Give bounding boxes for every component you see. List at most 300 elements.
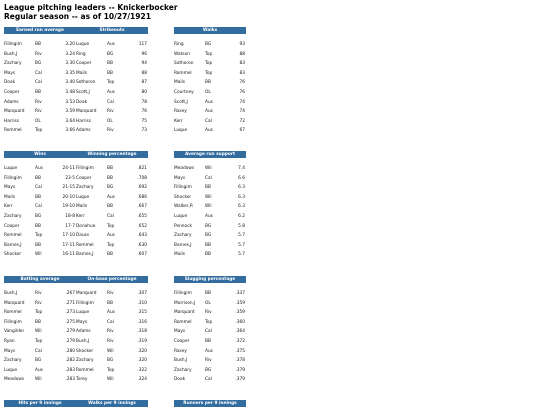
team-code: BB [107, 300, 113, 306]
stat-value: 76 [239, 80, 245, 86]
stat-value: 17-10 [62, 233, 75, 239]
panel-header: Batting average [4, 276, 76, 283]
stat-value: .273 [65, 310, 75, 316]
team-code: Riv [35, 51, 42, 57]
stat-value: 6.2 [238, 213, 245, 219]
stat-value: .316 [137, 319, 147, 325]
player-name: Mails [76, 204, 87, 210]
team-code: Wil [107, 348, 114, 354]
player-name: Doak [4, 80, 16, 86]
stat-value: .655 [137, 213, 147, 219]
team-code: Aus [107, 194, 115, 200]
player-name: Luque [76, 42, 90, 47]
team-code: Top [205, 61, 213, 67]
stat-value: 80 [141, 89, 147, 95]
player-name: Pennock [174, 223, 193, 229]
panel-header: Strikeouts [76, 27, 148, 34]
panel-rows [76, 289, 148, 385]
stat-value: .372 [235, 338, 245, 344]
stat-value: 21-15 [62, 185, 75, 191]
table-row [4, 212, 76, 222]
table-row [174, 183, 246, 193]
team-code: Cal [205, 118, 212, 124]
stat-value: .318 [137, 329, 147, 335]
page-title [4, 3, 178, 21]
player-name: Barnes,J [76, 252, 94, 258]
table-row [76, 231, 148, 241]
stat-value: 3.35 [65, 70, 75, 76]
team-code: BG [35, 358, 42, 364]
team-code: Riv [107, 329, 114, 335]
leader-panel-earned-run-average [4, 27, 76, 136]
player-name: Bush,J [174, 358, 188, 364]
team-code: BB [205, 185, 211, 191]
table-row [174, 78, 246, 88]
table-row [4, 69, 76, 79]
team-code: BG [205, 233, 212, 239]
stat-value: 5.7 [238, 252, 245, 258]
leader-panel-average-run-support [174, 151, 246, 260]
team-code: BB [35, 42, 41, 47]
stat-value: 17-11 [62, 242, 75, 248]
stat-value: 5.8 [238, 223, 245, 229]
table-row [174, 250, 246, 260]
table-row [76, 174, 148, 184]
player-name: Mays [76, 319, 88, 325]
panel-header: Slugging percentage [174, 276, 246, 283]
team-code: Riv [35, 300, 42, 306]
stat-value: 88 [239, 51, 245, 57]
player-name: Luque [76, 194, 90, 200]
player-name: Rommel [4, 128, 22, 134]
table-row [174, 193, 246, 203]
panel-rows [174, 289, 246, 385]
table-row [4, 98, 76, 108]
player-name: Mails [174, 80, 185, 86]
team-code: Aus [107, 42, 115, 47]
panel-rows [174, 40, 246, 136]
stat-value: 20-10 [62, 194, 75, 200]
player-name: Mays [174, 329, 186, 335]
player-name: Fillingim [4, 42, 22, 47]
team-code: BB [35, 175, 41, 181]
team-code: BB [107, 70, 113, 76]
team-code: Aus [35, 367, 43, 373]
team-code: OL [35, 118, 41, 124]
stat-value: .320 [137, 358, 147, 364]
stat-value: .310 [137, 300, 147, 306]
player-name: Meadows [174, 166, 195, 171]
team-code: Top [35, 310, 43, 316]
team-code: BB [205, 338, 211, 344]
table-row [76, 366, 148, 376]
stat-value: 72 [239, 118, 245, 124]
team-code: BB [205, 80, 211, 86]
team-code: Aus [35, 166, 43, 171]
team-code: BG [205, 42, 212, 47]
leader-panel-wins [4, 151, 76, 260]
stat-value: .322 [137, 367, 147, 373]
player-name: Marquard [76, 109, 97, 115]
table-row [4, 50, 76, 60]
team-code: Wil [107, 377, 114, 383]
player-name: Mays [4, 185, 16, 191]
player-name: Luque [76, 310, 90, 316]
table-row [174, 318, 246, 328]
player-name: Sothoron [174, 61, 194, 67]
table-row [4, 88, 76, 98]
player-name: Scott,J [76, 89, 90, 95]
player-name: Fillingim [4, 175, 22, 181]
team-code: Aus [107, 89, 115, 95]
panel-rows [4, 40, 76, 136]
stat-value: 7.4 [238, 166, 245, 171]
table-row [76, 250, 148, 260]
player-name: Zachary [76, 358, 94, 364]
panel-header: Average run support [174, 151, 246, 158]
stat-value: .279 [65, 338, 75, 344]
table-row [174, 231, 246, 241]
team-code: Riv [35, 291, 42, 296]
player-name: Zachary [4, 213, 22, 219]
team-code: Cal [35, 204, 42, 210]
team-code: Cal [35, 185, 42, 191]
player-name: Zachary [174, 367, 192, 373]
stat-value: 19-10 [62, 204, 75, 210]
player-name: Roxey [174, 109, 187, 115]
player-name: Fillingim [174, 185, 192, 191]
stat-value: .279 [65, 329, 75, 335]
team-code: Top [35, 128, 43, 134]
stat-value: .307 [137, 291, 147, 296]
stat-value: 3.53 [65, 99, 75, 105]
stat-value: .319 [137, 338, 147, 344]
player-name: Harriss [76, 118, 91, 124]
stat-value: .692 [137, 185, 147, 191]
team-code: Riv [35, 109, 42, 115]
leader-panel-hits-per-9-innings [4, 400, 76, 413]
table-row [174, 164, 246, 174]
team-code: Cal [107, 213, 114, 219]
stat-value: 5.7 [238, 242, 245, 248]
team-code: BB [107, 166, 113, 171]
player-name: Shocker [76, 348, 94, 354]
team-code: Riv [107, 291, 114, 296]
table-row [76, 222, 148, 232]
player-name: Ring [174, 42, 184, 47]
table-row [174, 202, 246, 212]
player-name: Morrison,J [174, 300, 196, 306]
team-code: Aus [205, 128, 213, 134]
team-code: Cal [35, 70, 42, 76]
table-row [4, 117, 76, 127]
team-code: BG [107, 358, 114, 364]
panel-rows [76, 40, 148, 136]
player-name: Torey [76, 377, 88, 383]
table-row [76, 318, 148, 328]
player-name: Scott,J [174, 99, 188, 105]
player-name: Harriss [4, 118, 19, 124]
panel-header: Wins [4, 151, 76, 158]
team-code: BB [107, 204, 113, 210]
table-row [4, 174, 76, 184]
player-name: Vangilder [4, 329, 25, 335]
player-name: Luque [4, 367, 18, 373]
stat-value: 17-7 [65, 223, 75, 229]
table-row [4, 356, 76, 366]
player-name: Fillingim [4, 319, 22, 325]
stat-value: 3.66 [65, 128, 75, 134]
stat-value: .364 [235, 329, 245, 335]
team-code: BB [35, 89, 41, 95]
title-line-1: League pitching leaders -- Knickerbocker [4, 3, 178, 12]
stat-value: 93 [239, 42, 245, 47]
table-row [4, 375, 76, 385]
team-code: Top [107, 223, 115, 229]
table-row [174, 241, 246, 251]
table-row [76, 183, 148, 193]
stat-value: 3.20 [65, 42, 75, 47]
player-name: Doak [174, 377, 186, 383]
player-name: Luque [174, 128, 188, 134]
player-name: Roxey [174, 348, 187, 354]
table-row [4, 318, 76, 328]
player-name: Rommel [4, 310, 22, 316]
table-row [174, 126, 246, 136]
team-code: OL [205, 89, 211, 95]
player-name: Donohue [76, 223, 96, 229]
team-code: BB [107, 252, 113, 258]
panel-rows [4, 289, 76, 385]
stat-value: .271 [65, 300, 75, 306]
stat-value: 76 [141, 109, 147, 115]
stat-value: 3.59 [65, 109, 75, 115]
table-row [76, 356, 148, 366]
table-row [4, 78, 76, 88]
player-name: Zachary [4, 358, 22, 364]
player-name: Doak [76, 99, 88, 105]
team-code: Cal [35, 80, 42, 86]
title-line-2: Regular season -- as of 10/27/1921 [4, 12, 151, 21]
stat-value: 3.40 [65, 80, 75, 86]
leader-panel-walks-per-9-innings [76, 400, 148, 413]
player-name: Rommel [4, 233, 22, 239]
table-row [174, 50, 246, 60]
team-code: BG [107, 185, 114, 191]
team-code: BB [107, 175, 113, 181]
panel-header: Walks per 9 innings [76, 400, 148, 407]
table-row [174, 375, 246, 385]
table-row [76, 202, 148, 212]
player-name: Cooper [76, 175, 92, 181]
stat-value: 83 [239, 61, 245, 67]
player-name: Cooper [174, 338, 190, 344]
player-name: Mays [4, 348, 16, 354]
team-code: Cal [107, 99, 114, 105]
player-name: Adams [76, 128, 91, 134]
player-name: Sothoron [76, 80, 96, 86]
team-code: Wil [35, 329, 42, 335]
table-row [76, 88, 148, 98]
team-code: BG [205, 223, 212, 229]
team-code: Wil [205, 204, 212, 210]
stat-value: .337 [235, 291, 245, 296]
table-row [76, 289, 148, 299]
team-code: Riv [205, 310, 212, 316]
player-name: Cooper [4, 89, 20, 95]
stat-value: 6.3 [238, 194, 245, 200]
team-code: Top [107, 242, 115, 248]
team-code: BG [35, 61, 42, 67]
table-row [76, 59, 148, 69]
team-code: BB [35, 242, 41, 248]
panel-header: On-base percentage [76, 276, 148, 283]
stat-value: .821 [137, 166, 147, 171]
stat-value: 78 [141, 99, 147, 105]
stat-value: .360 [235, 319, 245, 325]
stat-value: 83 [239, 70, 245, 76]
stat-value: 3.48 [65, 89, 75, 95]
table-row [4, 183, 76, 193]
stat-value: 94 [141, 61, 147, 67]
team-code: Top [107, 367, 115, 373]
player-name: Cooper [76, 61, 92, 67]
leader-panel-on-base-percentage [76, 276, 148, 385]
player-name: Bush,J [76, 338, 90, 344]
player-name: Walker,R [174, 204, 193, 210]
team-code: BB [205, 291, 211, 296]
stat-value: .267 [65, 291, 75, 296]
stat-value: 5.7 [238, 233, 245, 239]
panel-rows [4, 164, 76, 260]
table-row [174, 327, 246, 337]
panel-header: Runners per 9 innings [174, 400, 246, 407]
stat-value: .379 [235, 367, 245, 373]
stat-value: 6.3 [238, 204, 245, 210]
panel-rows [76, 164, 148, 260]
table-row [76, 107, 148, 117]
stat-value: .282 [65, 358, 75, 364]
table-row [174, 299, 246, 309]
stat-value: .280 [65, 348, 75, 354]
panel-header: Winning percentage [76, 151, 148, 158]
leader-panel-slugging-percentage [174, 276, 246, 385]
stat-value: 24-11 [62, 166, 75, 171]
leader-panel-runners-per-9-innings [174, 400, 246, 413]
table-row [4, 366, 76, 376]
table-row [4, 222, 76, 232]
table-row [174, 88, 246, 98]
team-code: Aus [107, 233, 115, 239]
player-name: Mays [4, 70, 16, 76]
team-code: BB [205, 252, 211, 258]
team-code: Cal [205, 377, 212, 383]
player-name: Adams [4, 99, 19, 105]
stat-value: .379 [235, 377, 245, 383]
table-row [76, 241, 148, 251]
stat-value: .359 [235, 300, 245, 306]
table-row [76, 337, 148, 347]
leader-panel-winning-percentage [76, 151, 148, 260]
stat-value: .283 [65, 367, 75, 373]
stat-value: 117 [138, 42, 147, 47]
table-row [76, 347, 148, 357]
player-name: Ring [76, 51, 86, 57]
table-row [76, 98, 148, 108]
team-code: BG [35, 213, 42, 219]
table-row [76, 327, 148, 337]
team-code: Riv [107, 338, 114, 344]
stat-value: .359 [235, 310, 245, 316]
table-row [4, 59, 76, 69]
leader-panel-strikeouts [76, 27, 148, 136]
player-name: Rommel [174, 70, 192, 76]
player-name: Mays [174, 175, 186, 181]
table-row [4, 308, 76, 318]
team-code: BB [35, 319, 41, 325]
player-name: Mails [4, 194, 15, 200]
team-code: Top [107, 80, 115, 86]
stat-value: 75 [141, 118, 147, 124]
player-name: Cooper [4, 223, 20, 229]
stat-value: 6.3 [238, 185, 245, 191]
player-name: Marquard [76, 291, 97, 296]
stat-value: 74 [239, 99, 245, 105]
player-name: Marquard [4, 109, 25, 115]
stat-value: 87 [141, 80, 147, 86]
player-name: Kerr [4, 204, 13, 210]
stat-value: .378 [235, 358, 245, 364]
team-code: Top [35, 338, 43, 344]
table-row [76, 78, 148, 88]
table-row [76, 126, 148, 136]
player-name: Rommel [174, 319, 192, 325]
player-name: Zachary [4, 61, 22, 67]
team-code: Cal [107, 319, 114, 325]
player-name: Bush,J [4, 291, 18, 296]
player-name: Luque [174, 213, 188, 219]
team-code: BB [35, 223, 41, 229]
panel-rows [174, 164, 246, 260]
team-code: Riv [205, 358, 212, 364]
player-name: Rommel [76, 242, 94, 248]
team-code: BB [205, 242, 211, 248]
stat-value: 67 [239, 128, 245, 134]
player-name: Meadows [4, 377, 25, 383]
table-row [76, 40, 148, 50]
stat-value: 88 [141, 70, 147, 76]
player-name: Barnes,J [4, 242, 22, 248]
player-name: Kerr [174, 118, 183, 124]
table-row [174, 40, 246, 50]
team-code: Wil [205, 166, 212, 171]
table-row [4, 327, 76, 337]
stat-value: .315 [137, 310, 147, 316]
table-row [76, 375, 148, 385]
stat-value: 3.64 [65, 118, 75, 124]
table-row [4, 299, 76, 309]
stat-value: .283 [65, 377, 75, 383]
table-row [4, 231, 76, 241]
stat-value: .324 [137, 377, 147, 383]
team-code: OL [107, 118, 113, 124]
leader-panel-walks [174, 27, 246, 136]
stat-value: 76 [239, 89, 245, 95]
stat-value: .667 [137, 204, 147, 210]
table-row [174, 69, 246, 79]
table-row [76, 212, 148, 222]
player-name: Courtney [174, 89, 194, 95]
